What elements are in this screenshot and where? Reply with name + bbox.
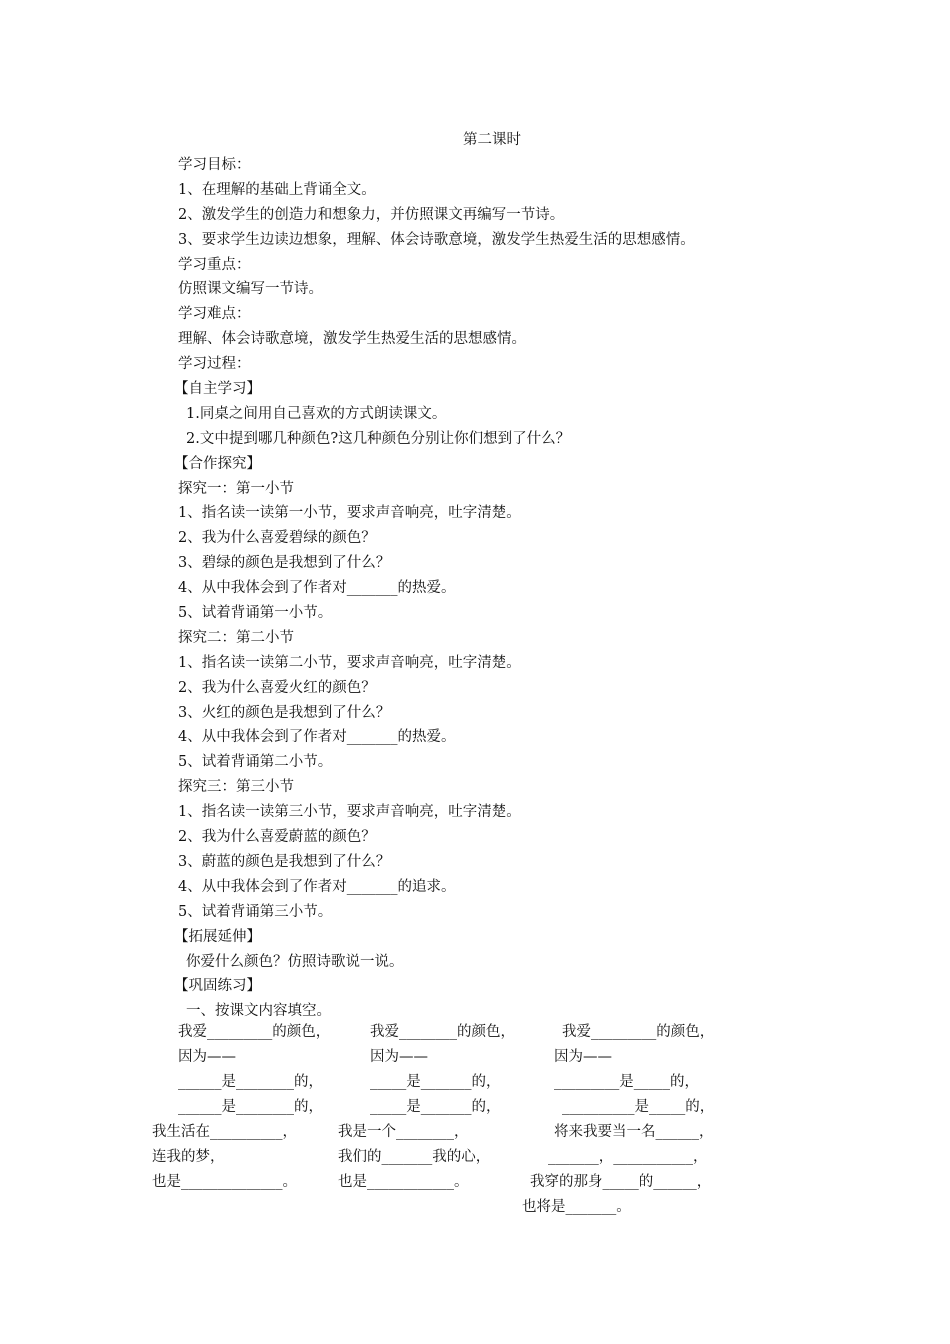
text-line: 1.同桌之间用自己喜欢的方式朗读课文。 (186, 405, 447, 422)
poem-blank-line: ______是________的， (178, 1099, 323, 1115)
text-line: 学习目标： (178, 157, 251, 173)
text-line: 5、试着背诵第一小节。 (178, 605, 333, 622)
poem-blank-line: _____是_______的， (370, 1074, 501, 1090)
page-title: 第二课时 (463, 132, 521, 148)
poem-blank-line: _________是_____的， (554, 1074, 699, 1090)
text-line: 1、在理解的基础上背诵全文。 (178, 181, 376, 198)
text-line: 4、从中我体会到了作者对_______的热爱。 (178, 580, 456, 597)
text-line: 1、指名读一读第三小节，要求声音响亮，吐字清楚。 (178, 804, 521, 821)
text-line: 学习重点： (178, 256, 251, 273)
section-heading: 【巩固练习】 (174, 978, 261, 995)
poem-blank-line: 我们的_______我的心， (338, 1149, 491, 1165)
poem-blank-line: _______，___________， (548, 1149, 708, 1165)
text-line: 你爱什么颜色？仿照诗歌说一说。 (186, 953, 404, 970)
poem-blank-line: 我爱_________的颜色， (178, 1024, 331, 1040)
text-line: 2、我为什么喜爱碧绿的颜色？ (178, 530, 376, 547)
text-line: 3、火红的颜色是我想到了什么？ (178, 704, 391, 721)
poem-blank-line: 也将是_______。 (522, 1199, 631, 1215)
poem-blank-line: 我穿的那身_____的______， (530, 1174, 712, 1190)
text-line: 3、蔚蓝的颜色是我想到了什么？ (178, 853, 391, 870)
poem-blank-line: 因为—— (554, 1049, 612, 1065)
text-line: 4、从中我体会到了作者对_______的热爱。 (178, 729, 456, 746)
section-heading: 【自主学习】 (174, 381, 261, 398)
text-line: 3、要求学生边读边想象，理解、体会诗歌意境，激发学生热爱生活的思想感情。 (178, 231, 695, 248)
poem-blank-line: 连我的梦， (152, 1149, 225, 1165)
text-line: 2、我为什么喜爱火红的颜色？ (178, 679, 376, 696)
poem-blank-line: 我爱_________的颜色， (562, 1024, 715, 1040)
poem-blank-line: 我爱________的颜色， (370, 1024, 515, 1040)
poem-blank-line: 将来我要当一名______， (554, 1124, 714, 1140)
poem-blank-line: 也是____________。 (338, 1174, 469, 1190)
text-line: 4、从中我体会到了作者对_______的追求。 (178, 878, 456, 895)
text-line: 5、试着背诵第三小节。 (178, 903, 333, 920)
text-line: 1、指名读一读第一小节，要求声音响亮，吐字清楚。 (178, 505, 521, 522)
text-line: 2、我为什么喜爱蔚蓝的颜色？ (178, 829, 376, 846)
text-line: 一、按课文内容填空。 (186, 1003, 331, 1020)
text-line: 仿照课文编写一节诗。 (178, 281, 323, 298)
text-line: 探究一：第一小节 (178, 480, 294, 497)
text-line: 学习过程： (178, 356, 251, 373)
text-line: 2.文中提到哪几种颜色?这几种颜色分别让你们想到了什么？ (186, 430, 571, 447)
text-line: 2、激发学生的创造力和想象力，并仿照课文再编写一节诗。 (178, 206, 565, 223)
poem-blank-line: 也是______________。 (152, 1174, 297, 1190)
section-heading: 【拓展延伸】 (174, 928, 261, 945)
poem-blank-line: __________是_____的， (562, 1099, 715, 1115)
text-line: 1、指名读一读第二小节，要求声音响亮，吐字清楚。 (178, 654, 521, 671)
text-line: 5、试着背诵第二小节。 (178, 754, 333, 771)
text-line: 探究三：第三小节 (178, 779, 294, 796)
poem-blank-line: 因为—— (178, 1049, 236, 1065)
poem-blank-line: 我是一个________， (338, 1124, 469, 1140)
poem-blank-line: ______是________的， (178, 1074, 323, 1090)
poem-blank-line: 我生活在__________， (152, 1124, 297, 1140)
text-line: 理解、体会诗歌意境，激发学生热爱生活的思想感情。 (178, 331, 526, 348)
poem-blank-line: _____是_______的， (370, 1099, 501, 1115)
text-line: 探究二：第二小节 (178, 629, 294, 646)
section-heading: 【合作探究】 (174, 455, 261, 472)
text-line: 3、碧绿的颜色是我想到了什么？ (178, 555, 391, 572)
lesson-body (174, 153, 695, 1024)
poem-blank-line: 因为—— (370, 1049, 428, 1065)
text-line: 学习难点： (178, 306, 251, 323)
